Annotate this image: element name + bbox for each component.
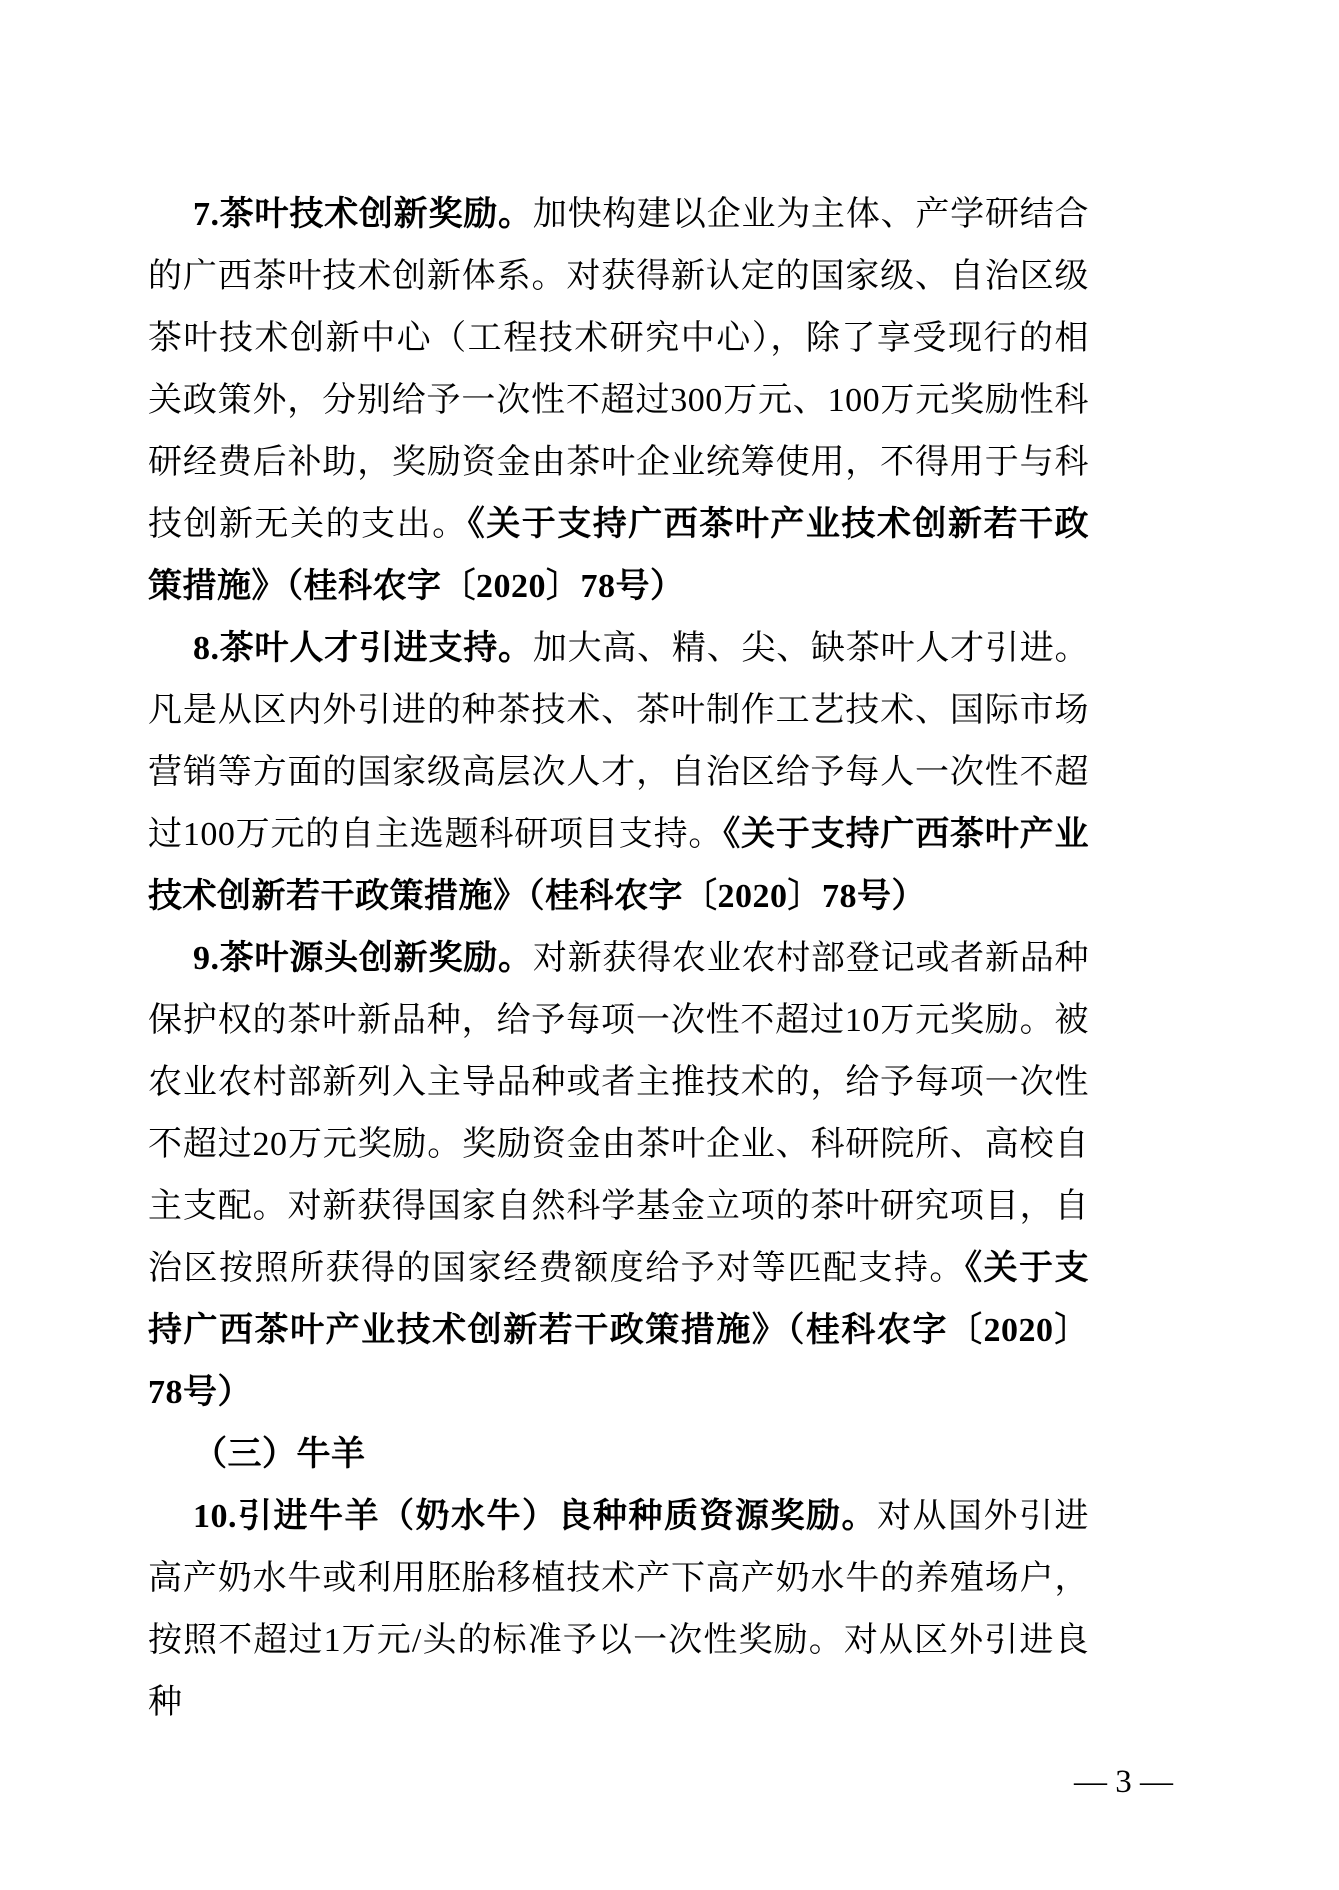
- paragraph-item-9: [148, 928, 1089, 1424]
- bold-text-run: 《关于支持广西茶叶产业技术创新若干政策措施》（桂科农字〔2020〕78号）: [148, 1250, 1090, 1411]
- bold-text-run: （三）牛羊: [193, 1436, 366, 1473]
- bold-text-run: 10.引进牛羊（奶水牛）良种种质资源奖励。: [193, 1498, 877, 1535]
- bold-text-run: 《关于支持广西茶叶产业技术创新若干政策措施》（桂科农字〔2020〕78号）: [148, 506, 1090, 605]
- document-body: [148, 184, 1089, 1734]
- bold-text-run: 9.茶叶源头创新奖励。: [193, 940, 533, 977]
- text-run: 对新获得农业农村部登记或者新品种保护权的茶叶新品种，给予每项一次性不超过10万元奖励。被农业农村部新列入主导品种或者主推技术的，给予每项一次性不超过20万元奖励。奖励资金由茶叶企业、科研院所、高校自主支配。对新获得国家自然科学基金立项的茶叶研究项目，自治区按照所获得的国家经费额度给予对等匹配支持。: [148, 940, 1090, 1287]
- bold-text-run: 7.茶叶技术创新奖励。: [193, 196, 533, 233]
- bold-text-run: 8.茶叶人才引进支持。: [193, 630, 533, 667]
- text-run: 对从国外引进高产奶水牛或利用胚胎移植技术产下高产奶水牛的养殖场户，按照不超过1万元/头的标准予以一次性奖励。对从区外引进良种: [148, 1498, 1089, 1721]
- paragraph-item-8: [148, 618, 1089, 928]
- bold-text-run: 《关于支持广西茶叶产业技术创新若干政策措施》（桂科农字〔2020〕78号）: [148, 816, 1090, 915]
- paragraph-item-10: [148, 1486, 1089, 1734]
- paragraph-item-7: [148, 184, 1089, 618]
- text-run: 加快构建以企业为主体、产学研结合的广西茶叶技术创新体系。对获得新认定的国家级、自治区级茶叶技术创新中心（工程技术研究中心），除了享受现行的相关政策外，分别给予一次性不超过300万元、100万元奖励性科研经费后补助，奖励资金由茶叶企业统筹使用，不得用于与科技创新无关的支出。: [148, 196, 1090, 543]
- section-heading-3-cattle-sheep: [148, 1424, 1089, 1486]
- page-number: — 3 —: [1074, 1764, 1173, 1800]
- text-run: 加大高、精、尖、缺茶叶人才引进。凡是从区内外引进的种茶技术、茶叶制作工艺技术、国际市场营销等方面的国家级高层次人才，自治区给予每人一次性不超过100万元的自主选题科研项目支持。: [148, 630, 1090, 853]
